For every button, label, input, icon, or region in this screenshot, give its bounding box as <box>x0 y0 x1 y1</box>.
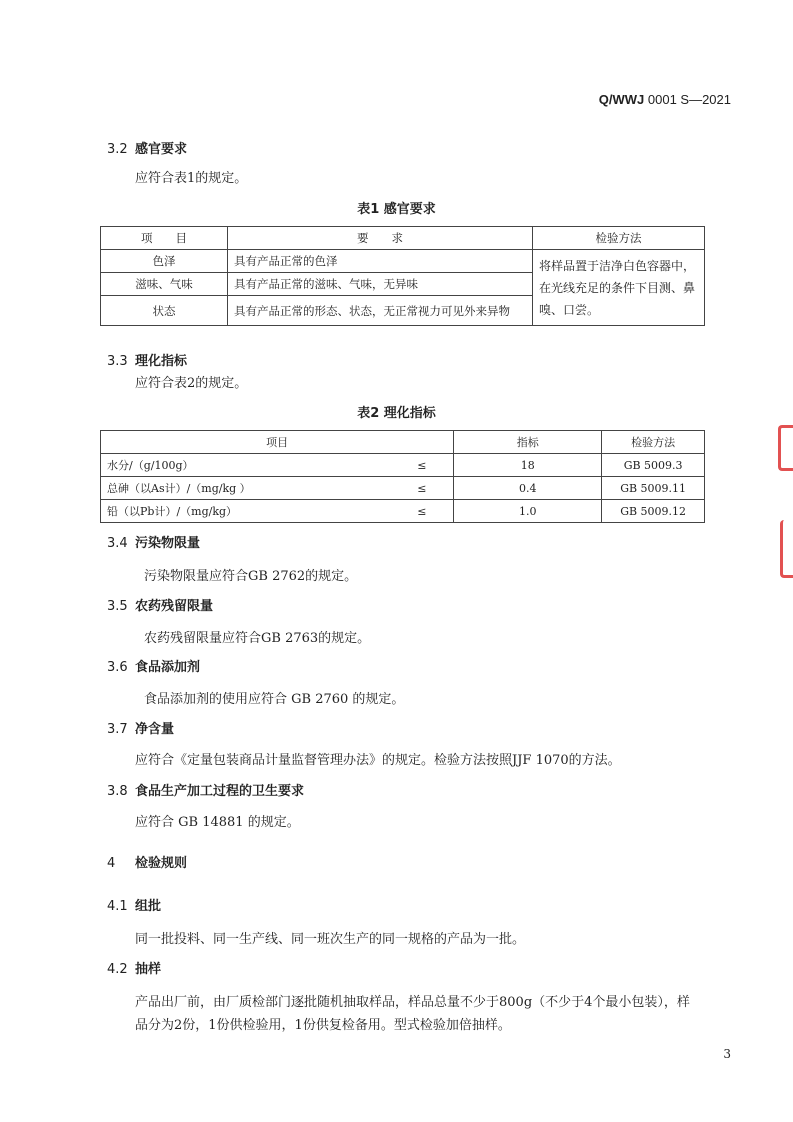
red-seal-fragment <box>778 425 793 471</box>
section-3-8: 3.8 食品生产加工过程的卫生要求 <box>107 784 305 799</box>
section-3-5-body: 农药残留限量应符合GB 2763的规定。 <box>144 631 371 646</box>
table2-value: 1.0 <box>454 500 602 523</box>
section-3-2-body: 应符合表1的规定。 <box>135 171 248 186</box>
table2-caption: 表2 理化指标 <box>357 406 436 421</box>
table1-header: 要 求 <box>228 227 533 250</box>
document-code: Q/WWJ 0001 S—2021 <box>598 92 731 107</box>
table2-header: 项目 <box>101 431 454 454</box>
table2-value: 0.4 <box>454 477 602 500</box>
table2-method: GB 5009.12 <box>602 500 705 523</box>
section-3-7: 3.7 净含量 <box>107 722 175 737</box>
table1-cell: 状态 <box>101 296 228 326</box>
section-3-4: 3.4 污染物限量 <box>107 536 201 551</box>
section-3-5: 3.5 农药残留限量 <box>107 599 214 614</box>
section-4-2: 4.2 抽样 <box>107 962 162 977</box>
section-4-1-body: 同一批投料、同一生产线、同一班次生产的同一规格的产品为一批。 <box>135 932 526 947</box>
table2-item: 水分/（g/100g） <box>101 454 412 477</box>
table2-header: 检验方法 <box>602 431 705 454</box>
table2-physchem <box>100 430 705 523</box>
page-number: 3 <box>723 1047 731 1061</box>
table2-operator: ≤ <box>411 454 454 477</box>
table2-method: GB 5009.11 <box>602 477 705 500</box>
section-4: 4 检验规则 <box>107 856 188 871</box>
table1-caption: 表1 感官要求 <box>357 202 436 217</box>
table2-header: 指标 <box>454 431 602 454</box>
table2-value: 18 <box>454 454 602 477</box>
table1-header: 检验方法 <box>533 227 705 250</box>
section-3-7-body: 应符合《定量包装商品计量监督管理办法》的规定。检验方法按照JJF 1070的方法。 <box>135 753 621 768</box>
table1-method: 将样品置于洁净白色容器中，在光线充足的条件下目测、鼻嗅、口尝。 <box>533 250 705 326</box>
red-seal-fragment <box>780 520 793 578</box>
table2-operator: ≤ <box>411 500 454 523</box>
table1-cell: 具有产品正常的滋味、气味，无异味 <box>228 273 533 296</box>
section-3-2: 3.2 感官要求 <box>107 142 188 157</box>
section-3-6-body: 食品添加剂的使用应符合 GB 2760 的规定。 <box>144 692 405 707</box>
table1-cell: 色泽 <box>101 250 228 273</box>
section-4-2-body-line1: 产品出厂前，由厂质检部门逐批随机抽取样品，样品总量不少于800g（不少于4个最小包装），样 <box>135 995 690 1010</box>
table1-cell: 具有产品正常的色泽 <box>228 250 533 273</box>
section-3-6: 3.6 食品添加剂 <box>107 660 201 675</box>
table1-sensory <box>100 226 705 326</box>
table1-header: 项 目 <box>101 227 228 250</box>
table2-item: 总砷（以As计）/（mg/kg ） <box>101 477 412 500</box>
section-3-4-body: 污染物限量应符合GB 2762的规定。 <box>144 569 358 584</box>
table2-method: GB 5009.3 <box>602 454 705 477</box>
section-4-1: 4.1 组批 <box>107 899 162 914</box>
table1-cell: 滋味、气味 <box>101 273 228 296</box>
section-4-2-body-line2: 品分为2份，1份供检验用，1份供复检备用。型式检验加倍抽样。 <box>135 1018 511 1033</box>
section-3-3-body: 应符合表2的规定。 <box>135 376 248 391</box>
section-3-8-body: 应符合 GB 14881 的规定。 <box>135 815 300 830</box>
table2-operator: ≤ <box>411 477 454 500</box>
section-3-3: 3.3 理化指标 <box>107 354 188 369</box>
table2-item: 铅（以Pb计）/（mg/kg） <box>101 500 412 523</box>
table1-cell: 具有产品正常的形态、状态，无正常视力可见外来异物 <box>228 296 533 326</box>
